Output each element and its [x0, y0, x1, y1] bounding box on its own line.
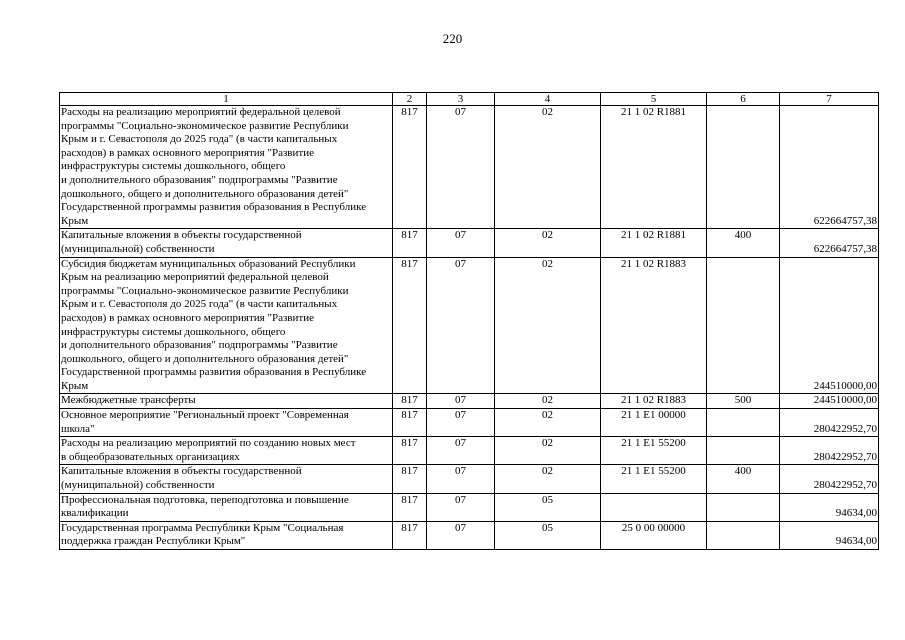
- row-amount: 244510000,00: [780, 257, 879, 394]
- row-name: Профессиональная подготовка, переподготовка и повышение квалификации: [60, 493, 393, 521]
- row-expense-type: [707, 409, 780, 437]
- row-target-code: 21 1 E1 00000: [601, 409, 707, 437]
- table-row: [60, 106, 879, 229]
- row-section-code: 07: [427, 229, 495, 257]
- row-subsection-code: 05: [495, 521, 601, 549]
- table-row: [60, 465, 879, 493]
- row-ministry-code: 817: [393, 521, 427, 549]
- row-section-code: 07: [427, 521, 495, 549]
- row-ministry-code: 817: [393, 394, 427, 409]
- row-section-code: 07: [427, 257, 495, 394]
- row-section-code: 07: [427, 437, 495, 465]
- row-target-code: 25 0 00 00000: [601, 521, 707, 549]
- row-amount: 244510000,00: [780, 394, 879, 409]
- row-amount: 94634,00: [780, 493, 879, 521]
- row-section-code: 07: [427, 394, 495, 409]
- row-expense-type: 400: [707, 465, 780, 493]
- row-target-code: 21 1 02 R1883: [601, 394, 707, 409]
- row-ministry-code: 817: [393, 465, 427, 493]
- row-name: Капитальные вложения в объекты государственной (муниципальной) собственности: [60, 465, 393, 493]
- row-section-code: 07: [427, 106, 495, 229]
- row-expense-type: [707, 106, 780, 229]
- row-ministry-code: 817: [393, 106, 427, 229]
- row-target-code: 21 1 02 R1881: [601, 106, 707, 229]
- row-amount: 94634,00: [780, 521, 879, 549]
- row-ministry-code: 817: [393, 493, 427, 521]
- row-target-code: 21 1 02 R1881: [601, 229, 707, 257]
- row-amount: 622664757,38: [780, 229, 879, 257]
- row-subsection-code: 02: [495, 465, 601, 493]
- column-header-1: 1: [60, 93, 393, 106]
- table-row: [60, 437, 879, 465]
- row-expense-type: [707, 493, 780, 521]
- row-amount: 280422952,70: [780, 465, 879, 493]
- column-header-3: 3: [427, 93, 495, 106]
- row-amount: 622664757,38: [780, 106, 879, 229]
- row-expense-type: 500: [707, 394, 780, 409]
- row-amount: 280422952,70: [780, 409, 879, 437]
- row-subsection-code: 05: [495, 493, 601, 521]
- row-ministry-code: 817: [393, 229, 427, 257]
- row-subsection-code: 02: [495, 229, 601, 257]
- row-section-code: 07: [427, 493, 495, 521]
- row-name: Расходы на реализацию мероприятий федеральной целевой программы "Социально-экономическое развитие Республики Крым и г. Севастополя до 2025 года" (в части капитальных расходов) в рамках основного мероприятия "Развитие инфраструктуры системы дошкольного, общего и дополнительного образования" подпрограммы "Развитие дошкольного, общего и дополнительного образования детей" Государственной программы развития образования в Республике Крым: [60, 106, 393, 229]
- row-amount: 280422952,70: [780, 437, 879, 465]
- table-row: [60, 257, 879, 394]
- column-header-7: 7: [780, 93, 879, 106]
- budget-table: [59, 92, 879, 550]
- row-name: Субсидия бюджетам муниципальных образований Республики Крым на реализацию мероприятий федеральной целевой программы "Социально-экономическое развитие Республики Крым и г. Севастополя до 2025 года" (в части капитальных расходов) в рамках основного мероприятия "Развитие инфраструктуры системы дошкольного, общего и дополнительного образования" подпрограммы "Развитие дошкольного, общего и дополнительного образования детей" Государственной программы развития образования в Республике Крым: [60, 257, 393, 394]
- row-expense-type: [707, 257, 780, 394]
- column-header-6: 6: [707, 93, 780, 106]
- row-name: Расходы на реализацию мероприятий по созданию новых мест в общеобразовательных организациях: [60, 437, 393, 465]
- row-subsection-code: 02: [495, 409, 601, 437]
- row-name: Капитальные вложения в объекты государственной (муниципальной) собственности: [60, 229, 393, 257]
- row-target-code: 21 1 02 R1883: [601, 257, 707, 394]
- row-subsection-code: 02: [495, 394, 601, 409]
- row-ministry-code: 817: [393, 437, 427, 465]
- table-row: [60, 394, 879, 409]
- table-row: [60, 229, 879, 257]
- row-subsection-code: 02: [495, 106, 601, 229]
- column-header-5: 5: [601, 93, 707, 106]
- row-expense-type: 400: [707, 229, 780, 257]
- column-header-2: 2: [393, 93, 427, 106]
- header-row: [60, 93, 879, 106]
- row-name: Государственная программа Республики Крым "Социальная поддержка граждан Республики Крым": [60, 521, 393, 549]
- row-section-code: 07: [427, 409, 495, 437]
- page-number: 220: [442, 31, 463, 46]
- table-row: [60, 493, 879, 521]
- row-expense-type: [707, 521, 780, 549]
- row-target-code: 21 1 E1 55200: [601, 437, 707, 465]
- row-subsection-code: 02: [495, 257, 601, 394]
- row-ministry-code: 817: [393, 257, 427, 394]
- row-subsection-code: 02: [495, 437, 601, 465]
- row-target-code: 21 1 E1 55200: [601, 465, 707, 493]
- table-row: [60, 409, 879, 437]
- row-ministry-code: 817: [393, 409, 427, 437]
- row-target-code: [601, 493, 707, 521]
- row-section-code: 07: [427, 465, 495, 493]
- table-row: [60, 521, 879, 549]
- row-name: Межбюджетные трансферты: [60, 394, 393, 409]
- row-expense-type: [707, 437, 780, 465]
- column-header-4: 4: [495, 93, 601, 106]
- row-name: Основное мероприятие "Региональный проект "Современная школа": [60, 409, 393, 437]
